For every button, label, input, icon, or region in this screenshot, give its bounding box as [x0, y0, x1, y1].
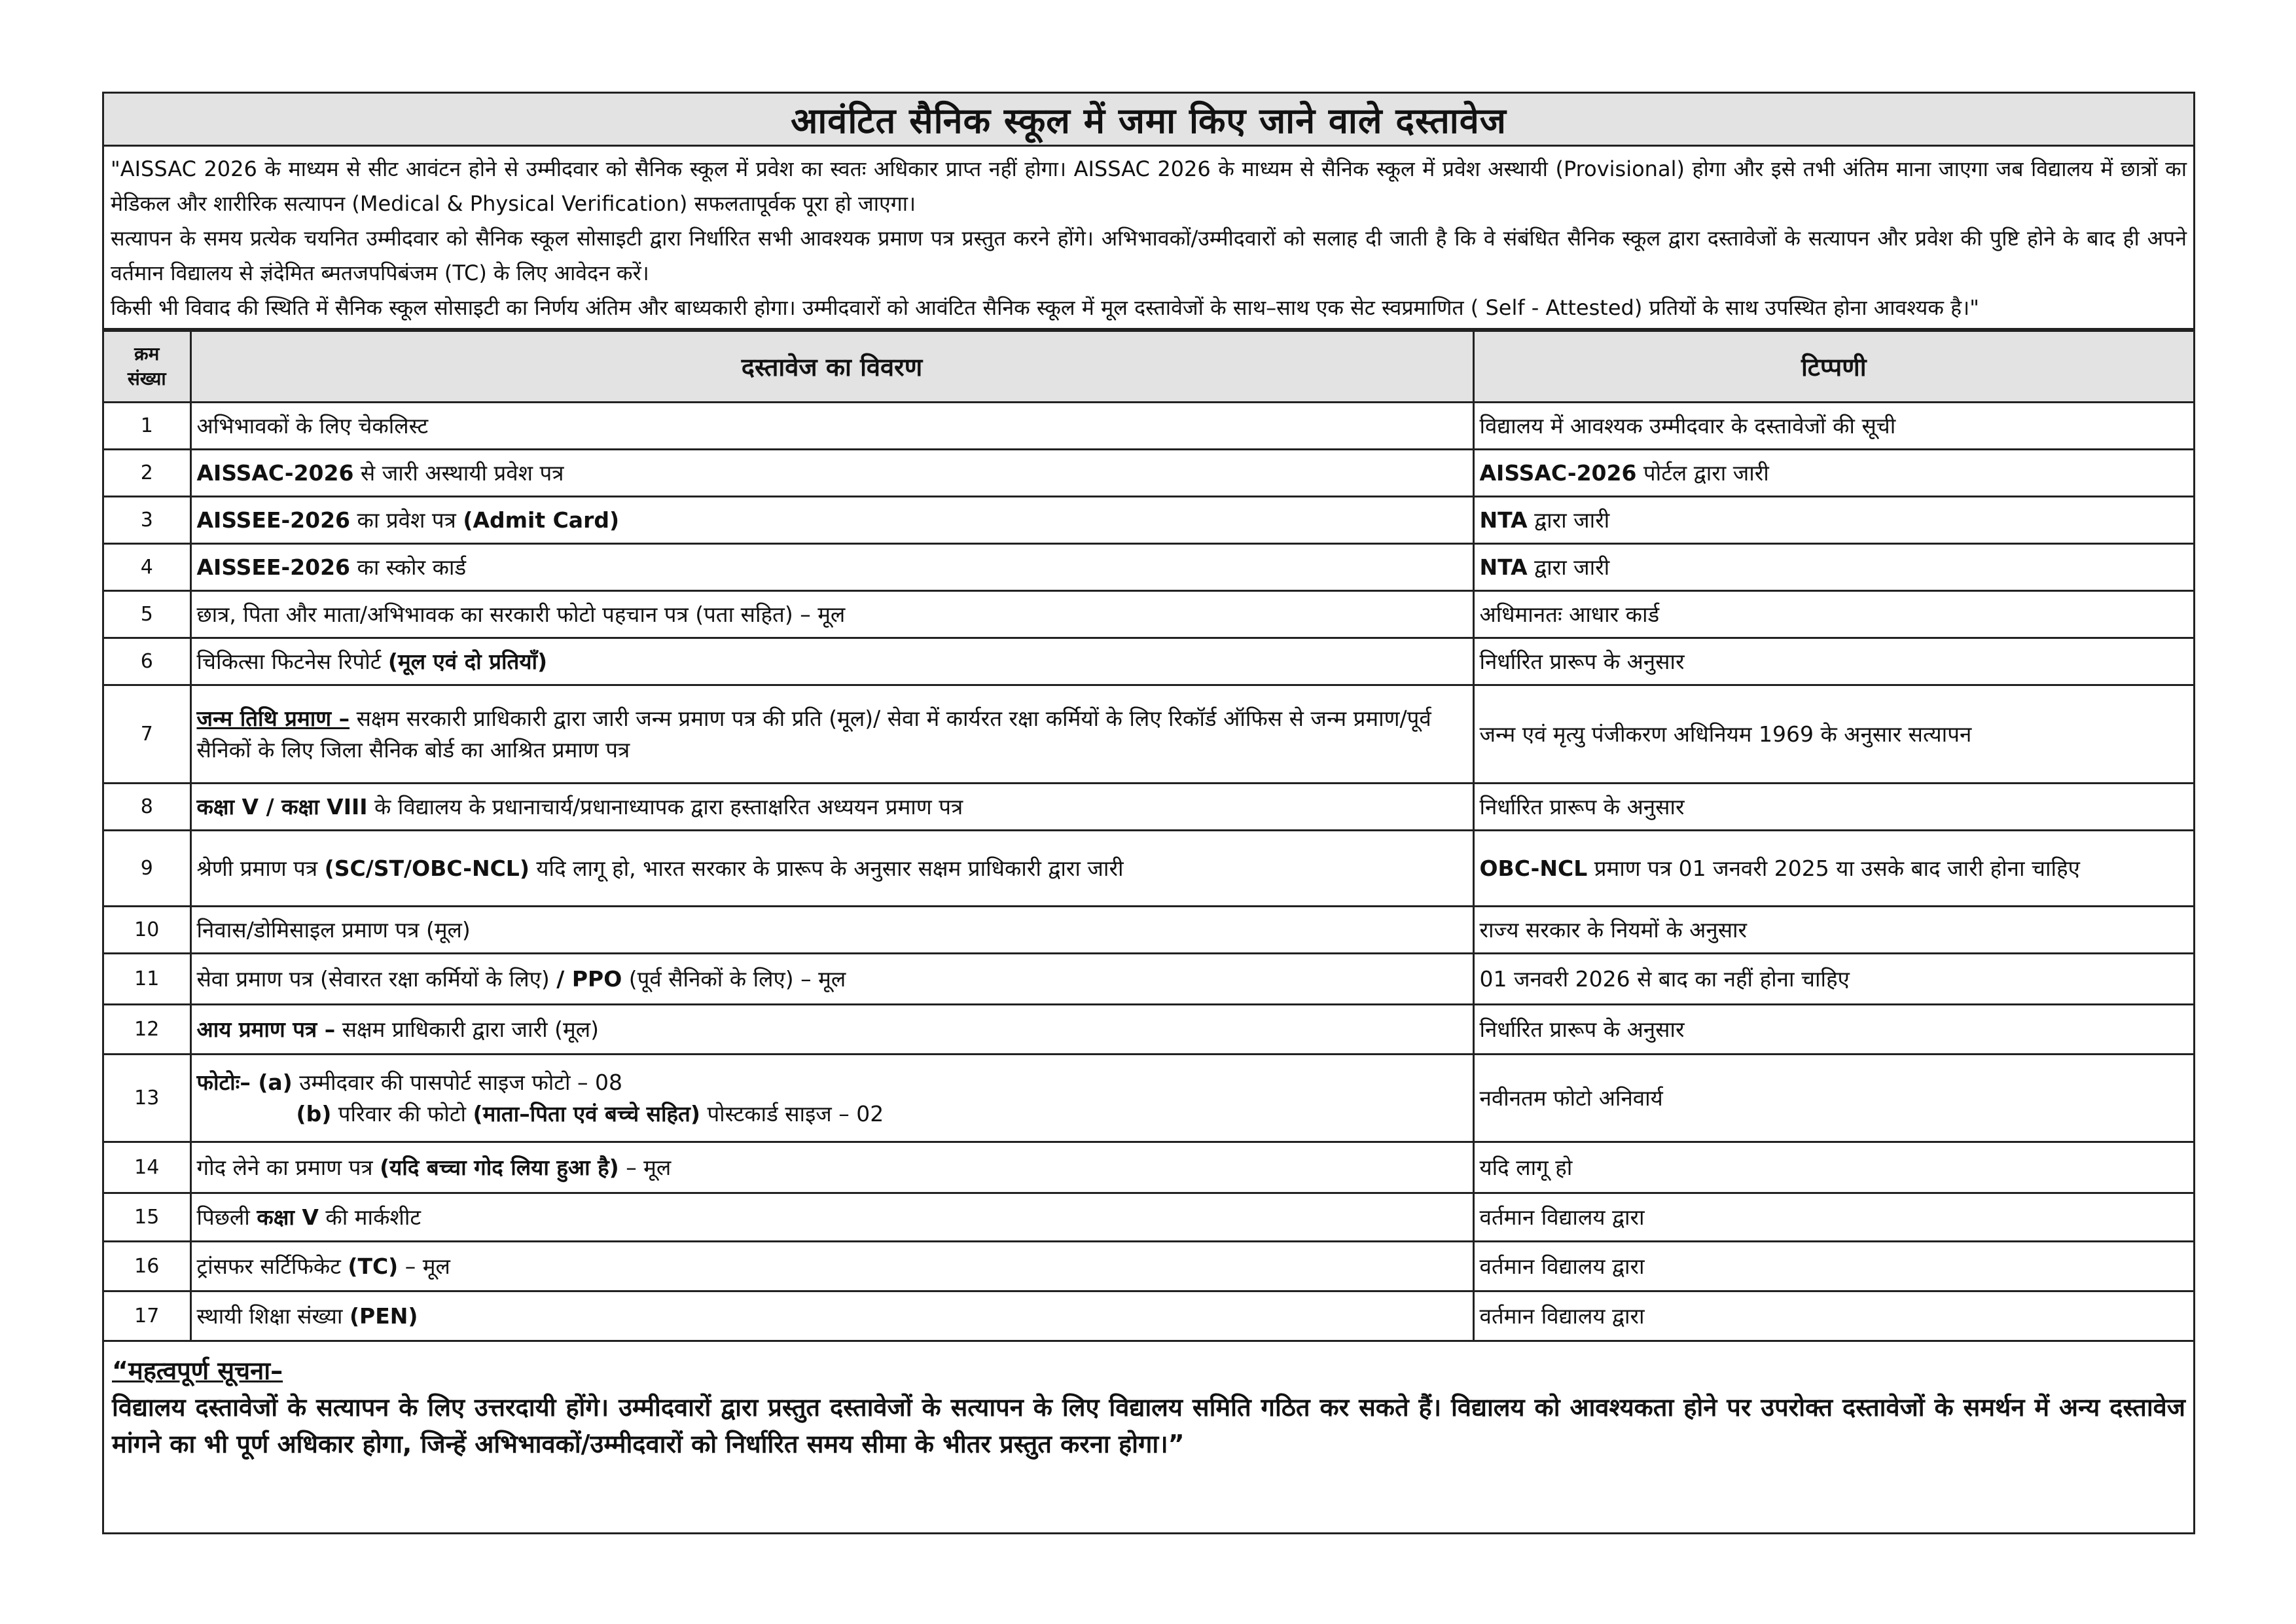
- remark-cell: [1473, 907, 2193, 954]
- document-frame: [102, 92, 2195, 1534]
- desc-bold: / PPO: [556, 965, 622, 992]
- table-row: [104, 1291, 2193, 1341]
- desc-text: यदि लागू हो, भारत सरकार के प्रारूप के अनुसार सक्षम प्राधिकारी द्वारा जारी: [529, 855, 1124, 881]
- serial-number: 13: [104, 1055, 190, 1142]
- description-cell: [190, 638, 1473, 685]
- remark-cell: [1473, 1055, 2193, 1142]
- remark-cell: [1473, 638, 2193, 685]
- remark-text: विद्यालय में आवश्यक उम्मीदवार के दस्तावेजों की सूची: [1479, 412, 1896, 439]
- desc-text: सक्षम प्राधिकारी द्वारा जारी (मूल): [335, 1016, 599, 1042]
- serial-number: 9: [104, 831, 190, 907]
- remark-text: निर्धारित प्रारूप के अनुसार: [1479, 648, 1685, 674]
- desc-underlined: जन्म तिथि प्रमाण –: [196, 705, 350, 731]
- desc-bold: (b): [296, 1100, 332, 1127]
- documents-table: [104, 330, 2193, 1342]
- remark-cell: [1473, 954, 2193, 1005]
- description-cell: [190, 544, 1473, 591]
- table-row: [104, 954, 2193, 1005]
- remark-cell: [1473, 403, 2193, 450]
- serial-number: 11: [104, 954, 190, 1005]
- desc-bold: AISSAC-2026: [196, 460, 354, 486]
- desc-bold: (TC): [348, 1253, 399, 1279]
- table-row: [104, 784, 2193, 831]
- table-row: [104, 1055, 2193, 1142]
- desc-text: से जारी अस्थायी प्रवेश पत्र: [353, 460, 564, 486]
- photo-line-b: [197, 1098, 1467, 1130]
- intro-paragraph: किसी भी विवाद की स्थिति में सैनिक स्कूल सोसाइटी का निर्णय अंतिम और बाध्यकारी होगा। उम्मीदवारों को आवंटित सैनिक स्कूल में मूल दस्तावेजों के साथ–साथ एक सेट स्वप्रमाणित ( Self - Attested) प्रतियों के साथ उपस्थित होना आवश्यक है।": [111, 295, 1979, 320]
- table-row: [104, 1242, 2193, 1291]
- table-row: [104, 685, 2193, 784]
- desc-text: सेवा प्रमाण पत्र (सेवारत रक्षा कर्मियों के लिए): [196, 965, 557, 992]
- desc-text: चिकित्सा फिटनेस रिपोर्ट: [196, 648, 388, 674]
- remark-cell: [1473, 1242, 2193, 1291]
- table-row: [104, 1193, 2193, 1242]
- description-cell: [190, 450, 1473, 497]
- remark-text: निर्धारित प्रारूप के अनुसार: [1479, 793, 1685, 820]
- description-cell: [190, 907, 1473, 954]
- desc-text: पोस्टकार्ड साइज – 02: [700, 1100, 884, 1127]
- notice-title: “महत्वपूर्ण सूचना–: [112, 1356, 283, 1385]
- table-header-row: [104, 331, 2193, 403]
- desc-text: (पूर्व सैनिकों के लिए) – मूल: [622, 965, 846, 992]
- table-row: [104, 1005, 2193, 1055]
- desc-bold: (यदि बच्चा गोद लिया हुआ है): [380, 1154, 619, 1180]
- desc-text: स्थायी शिक्षा संख्या: [196, 1303, 350, 1329]
- remark-cell: [1473, 1193, 2193, 1242]
- serial-number: 5: [104, 591, 190, 638]
- remark-cell: [1473, 450, 2193, 497]
- remark-text: द्वारा जारी: [1527, 507, 1610, 533]
- desc-text: पिछली: [196, 1204, 257, 1230]
- desc-bold: कक्षा V / कक्षा VIII: [196, 793, 368, 820]
- remark-text: वर्तमान विद्यालय द्वारा: [1479, 1303, 1645, 1329]
- serial-number: 12: [104, 1005, 190, 1055]
- serial-number: 7: [104, 685, 190, 784]
- intro-section: [104, 147, 2193, 330]
- document-title: आवंटित सैनिक स्कूल में जमा किए जाने वाले दस्तावेज: [104, 94, 2193, 147]
- desc-text: – मूल: [619, 1154, 672, 1180]
- remark-text: वर्तमान विद्यालय द्वारा: [1479, 1253, 1645, 1279]
- description-cell: [190, 1055, 1473, 1142]
- remark-cell: [1473, 1142, 2193, 1193]
- remark-cell: [1473, 1005, 2193, 1055]
- desc-text: – मूल: [398, 1253, 450, 1279]
- serial-number: 3: [104, 497, 190, 544]
- description-cell: [190, 1291, 1473, 1341]
- remark-text: नवीनतम फोटो अनिवार्य: [1479, 1085, 1663, 1111]
- table-row: [104, 638, 2193, 685]
- desc-bold: (माता–पिता एवं बच्चे सहित): [473, 1100, 700, 1127]
- description-cell: [190, 831, 1473, 907]
- description-cell: [190, 1242, 1473, 1291]
- desc-text: छात्र, पिता और माता/अभिभावक का सरकारी फोटो पहचान पत्र (पता सहित) – मूल: [196, 601, 846, 627]
- table-row: [104, 450, 2193, 497]
- table-row: [104, 403, 2193, 450]
- serial-number: 2: [104, 450, 190, 497]
- desc-text: सक्षम सरकारी प्राधिकारी द्वारा जारी जन्म प्रमाण पत्र की प्रति (मूल)/ सेवा में कार्यरत रक्षा कर्मियों के लिए रिकॉर्ड ऑफिस से जन्म प्रमाण/पूर्व सैनिकों के लिए जिला सैनिक बोर्ड का आश्रित प्रमाण पत्र: [196, 705, 1431, 763]
- desc-text: की मार्कशीट: [318, 1204, 422, 1230]
- header-description: दस्तावेज का विवरण: [190, 331, 1473, 403]
- serial-number: 17: [104, 1291, 190, 1341]
- header-serial-number: [104, 331, 190, 403]
- desc-text: परिवार की फोटो: [331, 1100, 473, 1127]
- desc-bold: AISSEE-2026: [196, 554, 350, 580]
- remark-text: प्रमाण पत्र 01 जनवरी 2025 या उसके बाद जारी होना चाहिए: [1587, 855, 2080, 881]
- table-row: [104, 831, 2193, 907]
- desc-text: गोद लेने का प्रमाण पत्र: [196, 1154, 380, 1180]
- desc-bold: AISSEE-2026: [196, 507, 350, 533]
- remark-cell: [1473, 831, 2193, 907]
- remark-cell: [1473, 497, 2193, 544]
- remark-text: यदि लागू हो: [1479, 1154, 1573, 1180]
- intro-paragraph: "AISSAC 2026 के माध्यम से सीट आवंटन होने से उम्मीदवार को सैनिक स्कूल में प्रवेश का स्वतः अधिकार प्राप्त नहीं होगा। AISSAC 2026 के माध्यम से सैनिक स्कूल में प्रवेश अस्थायी (Provisional) होगा और इसे तभी अंतिम माना जाएगा जब विद्यालय में छात्रों का मेडिकल और शारीरिक सत्यापन (Medical & Physical Verification) सफलतापूर्वक पूरा हो जाएगा।: [111, 156, 2187, 216]
- desc-text: उम्मीदवार की पासपोर्ट साइज फोटो – 08: [292, 1069, 622, 1095]
- serial-number: 1: [104, 403, 190, 450]
- desc-text: के विद्यालय के प्रधानाचार्य/प्रधानाध्यापक द्वारा हस्ताक्षरित अध्ययन प्रमाण पत्र: [367, 793, 963, 820]
- remark-bold: NTA: [1479, 507, 1528, 533]
- description-cell: [190, 591, 1473, 638]
- remark-text: जन्म एवं मृत्यु पंजीकरण अधिनियम 1969 के अनुसार सत्यापन: [1479, 721, 1972, 747]
- desc-bold: फोटोः– (a): [196, 1069, 293, 1095]
- remark-cell: [1473, 544, 2193, 591]
- table-row: [104, 591, 2193, 638]
- desc-text: ट्रांसफर सर्टिफिकेट: [196, 1253, 348, 1279]
- remark-bold: OBC-NCL: [1479, 855, 1588, 881]
- remark-cell: [1473, 784, 2193, 831]
- desc-bold: आय प्रमाण पत्र –: [196, 1016, 336, 1042]
- table-row: [104, 1142, 2193, 1193]
- table-row: [104, 497, 2193, 544]
- description-cell: [190, 685, 1473, 784]
- description-cell: [190, 954, 1473, 1005]
- remark-bold: NTA: [1479, 554, 1528, 580]
- table-row: [104, 907, 2193, 954]
- remark-text: 01 जनवरी 2026 से बाद का नहीं होना चाहिए: [1479, 965, 1850, 992]
- desc-text: अभिभावकों के लिए चेकलिस्ट: [196, 412, 429, 439]
- header-remarks: टिप्पणी: [1473, 331, 2193, 403]
- description-cell: [190, 1005, 1473, 1055]
- header-serial-line1: क्रम: [134, 343, 160, 365]
- table-row: [104, 544, 2193, 591]
- remark-cell: [1473, 1291, 2193, 1341]
- description-cell: [190, 403, 1473, 450]
- remark-bold: AISSAC-2026: [1479, 460, 1637, 486]
- description-cell: [190, 1142, 1473, 1193]
- serial-number: 8: [104, 784, 190, 831]
- remark-text: द्वारा जारी: [1527, 554, 1610, 580]
- desc-bold: (PEN): [349, 1303, 418, 1329]
- remark-text: राज्य सरकार के नियमों के अनुसार: [1479, 916, 1748, 943]
- remark-text: वर्तमान विद्यालय द्वारा: [1479, 1204, 1645, 1230]
- desc-text: श्रेणी प्रमाण पत्र: [196, 855, 325, 881]
- serial-number: 14: [104, 1142, 190, 1193]
- photo-line-a: [197, 1067, 1467, 1098]
- desc-bold: (Admit Card): [463, 507, 620, 533]
- desc-bold: (SC/ST/OBC-NCL): [324, 855, 529, 881]
- desc-text: का स्कोर कार्ड: [350, 554, 467, 580]
- desc-bold: (मूल एवं दो प्रतियाँ): [387, 648, 548, 674]
- description-cell: [190, 497, 1473, 544]
- important-notice: [104, 1342, 2193, 1469]
- intro-paragraph: सत्यापन के समय प्रत्येक चयनित उम्मीदवार को सैनिक स्कूल सोसाइटी द्वारा निर्धारित सभी आवश्यक प्रमाण पत्र प्रस्तुत करने होंगे। अभिभावकों/उम्मीदवारों को सलाह दी जाती है कि वे संबंधित सैनिक स्कूल द्वारा दस्तावेजों के सत्यापन और प्रवेश की पुष्टि होने के बाद ही अपने वर्तमान विद्यालय से ज्ञंदेमित ब्मतजपपिबंजम (TC) के लिए आवेदन करें।: [111, 226, 2187, 285]
- desc-text: निवास/डोमिसाइल प्रमाण पत्र (मूल): [196, 916, 471, 943]
- desc-text: का प्रवेश पत्र: [350, 507, 463, 533]
- header-serial-line2: संख्या: [127, 368, 166, 389]
- serial-number: 6: [104, 638, 190, 685]
- description-cell: [190, 784, 1473, 831]
- remark-text: निर्धारित प्रारूप के अनुसार: [1479, 1016, 1685, 1042]
- serial-number: 4: [104, 544, 190, 591]
- remark-text: अधिमानतः आधार कार्ड: [1479, 601, 1660, 627]
- remark-cell: [1473, 685, 2193, 784]
- notice-body: विद्यालय दस्तावेजों के सत्यापन के लिए उत्तरदायी होंगे। उम्मीदवारों द्वारा प्रस्तुत दस्तावेजों के सत्यापन के लिए विद्यालय समिति गठित कर सकते हैं। विद्यालय को आवश्यकता होने पर उपरोक्त दस्तावेजों के समर्थन में अन्य दस्तावेज मांगने का भी पूर्ण अधिकार होगा, जिन्हें अभिभावकों/उम्मीदवारों को निर्धारित समय सीमा के भीतर प्रस्तुत करना होगा।”: [112, 1393, 2185, 1458]
- description-cell: [190, 1193, 1473, 1242]
- serial-number: 16: [104, 1242, 190, 1291]
- serial-number: 15: [104, 1193, 190, 1242]
- remark-cell: [1473, 591, 2193, 638]
- serial-number: 10: [104, 907, 190, 954]
- desc-bold: कक्षा V: [257, 1204, 319, 1230]
- remark-text: पोर्टल द्वारा जारी: [1636, 460, 1769, 486]
